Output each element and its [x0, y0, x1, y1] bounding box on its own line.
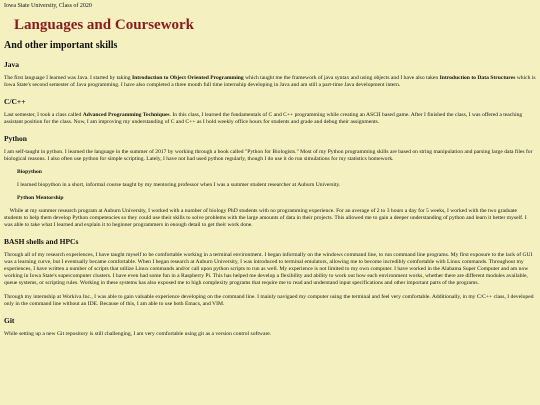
section-heading-cpp: C/C++: [4, 97, 26, 106]
course-data-structures: Introduction to Data Structures: [439, 75, 516, 81]
cpp-paragraph: [4, 112, 536, 126]
section-heading-python: Python: [4, 134, 27, 143]
python-paragraph: I am self-taught in python. I learned the language in the summer of 2017 by working through a book called "Python for Biologists." Most of my Python programming skills are based on string manipulation and parsing large data files for biological reasons. I also often use python for simple scripting. Lately, I have not had used python regularly, though I do use it do run simulations for my statistics homework.: [4, 149, 533, 162]
bash-paragraph-1: Through all of my research experiences, I have taught myself to be comfortable working in a terminal environment. I began informally on the windows command line, to run command line programs. My first exposure to the lack of GUI was a learning curve, but I eventually became comfortable. When I began research at Auburn University, I was introduced to terminal emulators, allowing me to become incredibly comfortable with Linux commands. Throughout my experiences, I have written a number of scripts that utilize Linux commands and/or call upon python scripts to run as well. My experience is not limited to my own computer. I have worked in the Alabama Super Computer and am now working in Iowa State's supercomputer clusters. I have even had some fun in a Raspberry Pi. This has helped me develop a flexibility and ability to work out how each environment works, whether there are different modules available, queue systems, or scripting rules. Working in these systems has also exposed me to high complexity programs that require me to read and understand input specifications and other important parts of the programs.: [4, 252, 533, 286]
section-heading-java: Java: [4, 60, 19, 69]
java-text-2: which taught me the framework of java syntax and using objects and I have also taken: [243, 75, 440, 81]
course-advanced-programming: Advanced Programming Techniques: [82, 112, 170, 118]
cpp-text-1: Last semester, I took a class called: [4, 112, 83, 118]
subheading-python-mentorship: Python Mentorship: [17, 195, 64, 201]
bash-paragraph-2: Through my internship at Workiva Inc., I was able to gain valuable experience developing on the command line. I mainly navigaed my computer using the terminal and feel very comfortable. Additionally, in my C/C++ class, I developed only in the command line without an IDE. Because of this, I am able to use both Emacs, and VIM.: [4, 294, 534, 307]
java-paragraph: [4, 75, 536, 89]
mentorship-text: While at my summer research program at Auburn University, I worked with a number of biology PhD students with no programming experience. For an average of 2 to 3 hours a day for 5 weeks, I worked with the two graduate students to help them develop Python competencies so they could use their skills to solve problems with the large amounts of data in their projects. This allowed me to gain a deeper understanding of python and learn it better myself. I was able to take what I learned and explain it to beginner programmers in enough detail to get their work done.: [4, 208, 527, 228]
section-heading-bash: BASH shells and HPCs: [4, 237, 79, 246]
page-subtitle: And other important skills: [4, 40, 118, 51]
java-text-3: which is Iowa State's second semester of Java programming. I have also completed a three month full time internship developing in Java and am still a part-time Java development intern.: [4, 75, 536, 88]
course-oop: Introduction to Object Oriented Programming: [132, 75, 244, 81]
header-caption: Iowa State University, Class of 2020: [4, 3, 92, 9]
biopython-paragraph: I learned biopython in a short, informal course taught by my mentoring professor when I was a summer student researcher at Auburn University.: [17, 182, 341, 188]
mentorship-paragraph: [4, 208, 536, 229]
subheading-biopython: Biopython: [17, 169, 42, 175]
page-title: Languages and Coursework: [14, 17, 195, 33]
section-heading-git: Git: [4, 316, 15, 325]
cpp-text-2: . In this class, I learned the fundamentals of C and C++ programming while creating an ASCII based game. After I finished the class, I was offered a teaching assistant position for the class. Now, I am improving my understanding of C and C++ as I hold weekly office hours for students and grade and debug their assignments.: [4, 112, 523, 125]
git-paragraph: While setting up a new Git repository is still challenging, I am very comfortable using git as a version control software.: [4, 331, 272, 337]
java-text-1: The first language I learned was Java. I started by taking: [4, 75, 132, 81]
